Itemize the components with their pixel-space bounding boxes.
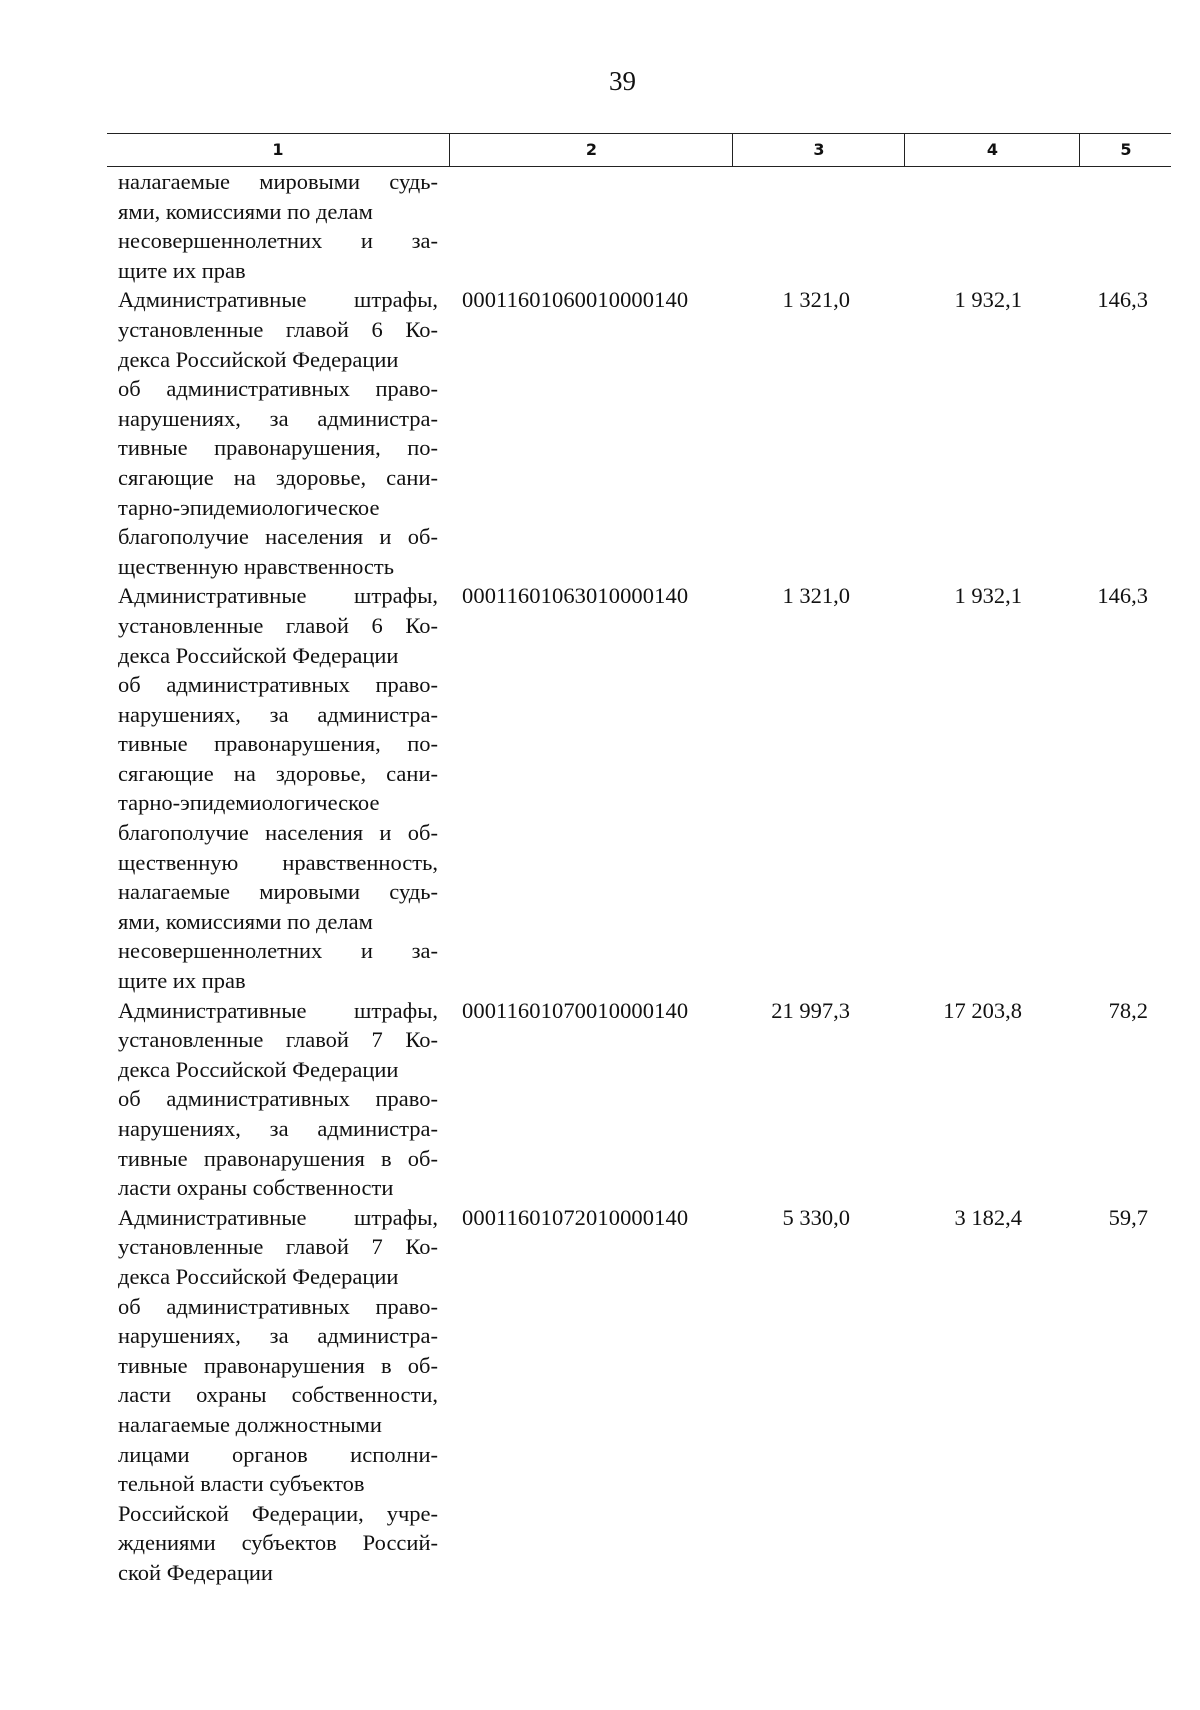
description-line: нарушениях, за администра- xyxy=(118,1116,438,1141)
description-line: нарушениях, за администра- xyxy=(118,701,438,727)
description-line: тивные правонарушения, по- xyxy=(118,435,438,461)
description-line: об административных право- xyxy=(118,1086,438,1112)
description-line: ями, комиссиями по делам xyxy=(118,908,373,934)
description-line: установленные главой 7 Ко- xyxy=(118,1027,438,1053)
description-line: Административные штрафы, xyxy=(118,583,438,609)
description-line: тивные правонарушения в об- xyxy=(118,1145,438,1171)
description-line: ждениями субъектов Россий- xyxy=(118,1530,438,1556)
description-line: сягающие на здоровье, сани- xyxy=(118,464,438,490)
budget-code: 00011601063010000140 xyxy=(462,583,689,609)
description-line: несовершеннолетних и за- xyxy=(118,938,438,964)
value-col-5: 59,7 xyxy=(1108,1204,1148,1230)
value-col-4: 17 203,8 xyxy=(943,997,1022,1023)
description-line: щите их прав xyxy=(118,257,246,283)
column-header-1: 1 xyxy=(272,140,284,159)
table-row xyxy=(0,996,1200,1203)
description-line: тивные правонарушения, по- xyxy=(118,731,438,757)
description-line: несовершеннолетних и за- xyxy=(118,228,438,254)
page-number: 39 xyxy=(609,66,636,96)
value-col-5: 78,2 xyxy=(1108,997,1148,1023)
row-description xyxy=(118,167,438,285)
value-col-3: 1 321,0 xyxy=(782,287,850,313)
value-col-5: 146,3 xyxy=(1097,583,1148,609)
description-line: благополучие населения и об- xyxy=(118,524,438,550)
description-line: нарушениях, за администра- xyxy=(118,1323,438,1349)
description-line: Административные штрафы, xyxy=(118,997,438,1023)
description-line: тарно-эпидемиологическое xyxy=(118,790,380,816)
budget-code: 00011601072010000140 xyxy=(462,1204,689,1230)
description-line: декса Российской Федерации xyxy=(118,1056,399,1082)
description-line: щественную нравственность xyxy=(118,553,394,579)
row-description xyxy=(118,285,438,581)
description-line: об административных право- xyxy=(118,376,438,402)
description-line: об административных право- xyxy=(118,672,438,698)
row-description xyxy=(118,1203,438,1588)
description-line: тельной власти субъектов xyxy=(118,1471,365,1497)
value-col-4: 3 182,4 xyxy=(954,1204,1022,1230)
description-line: налагаемые должностными xyxy=(118,1411,382,1437)
description-line: ской Федерации xyxy=(118,1559,273,1585)
description-line: щественную нравственность, xyxy=(118,849,438,875)
budget-code: 00011601070010000140 xyxy=(462,997,689,1023)
description-line: лицами органов исполни- xyxy=(118,1441,438,1467)
description-line: ласти охраны собственности xyxy=(118,1175,394,1201)
table-row xyxy=(0,581,1200,995)
table-header xyxy=(107,133,1171,167)
value-col-3: 21 997,3 xyxy=(771,997,850,1023)
column-header-3: 3 xyxy=(732,134,905,166)
table-row xyxy=(0,167,1200,285)
column-header-5: 5 xyxy=(1079,134,1172,166)
value-col-4: 1 932,1 xyxy=(954,287,1022,313)
description-line: декса Российской Федерации xyxy=(118,642,399,668)
description-line: благополучие населения и об- xyxy=(118,820,438,846)
row-description xyxy=(118,996,438,1203)
column-header-2: 2 xyxy=(449,134,733,166)
description-line: щите их прав xyxy=(118,968,246,994)
table-body xyxy=(0,167,1200,1588)
description-line: ласти охраны собственности, xyxy=(118,1382,438,1408)
description-line: установленные главой 6 Ко- xyxy=(118,316,438,342)
description-line: декса Российской Федерации xyxy=(118,1263,399,1289)
description-line: налагаемые мировыми судь- xyxy=(118,879,438,905)
table-row xyxy=(0,1203,1200,1588)
description-line: Административные штрафы, xyxy=(118,287,438,313)
description-line: Административные штрафы, xyxy=(118,1204,438,1230)
value-col-4: 1 932,1 xyxy=(954,583,1022,609)
value-col-5: 146,3 xyxy=(1097,287,1148,313)
description-line: сягающие на здоровье, сани- xyxy=(118,760,438,786)
description-line: ями, комиссиями по делам xyxy=(118,198,373,224)
description-line: установленные главой 6 Ко- xyxy=(118,612,438,638)
value-col-3: 5 330,0 xyxy=(782,1204,850,1230)
description-line: налагаемые мировыми судь- xyxy=(118,169,438,194)
column-header-4: 4 xyxy=(904,134,1080,166)
description-line: декса Российской Федерации xyxy=(118,346,399,372)
description-line: тивные правонарушения в об- xyxy=(118,1352,438,1378)
description-line: установленные главой 7 Ко- xyxy=(118,1234,438,1260)
budget-code: 00011601060010000140 xyxy=(462,287,689,313)
description-line: об административных право- xyxy=(118,1293,438,1319)
table-row xyxy=(0,285,1200,581)
value-col-3: 1 321,0 xyxy=(782,583,850,609)
row-description xyxy=(118,581,438,995)
description-line: Российской Федерации, учре- xyxy=(118,1500,438,1526)
description-line: тарно-эпидемиологическое xyxy=(118,494,380,520)
description-line: нарушениях, за администра- xyxy=(118,405,438,431)
